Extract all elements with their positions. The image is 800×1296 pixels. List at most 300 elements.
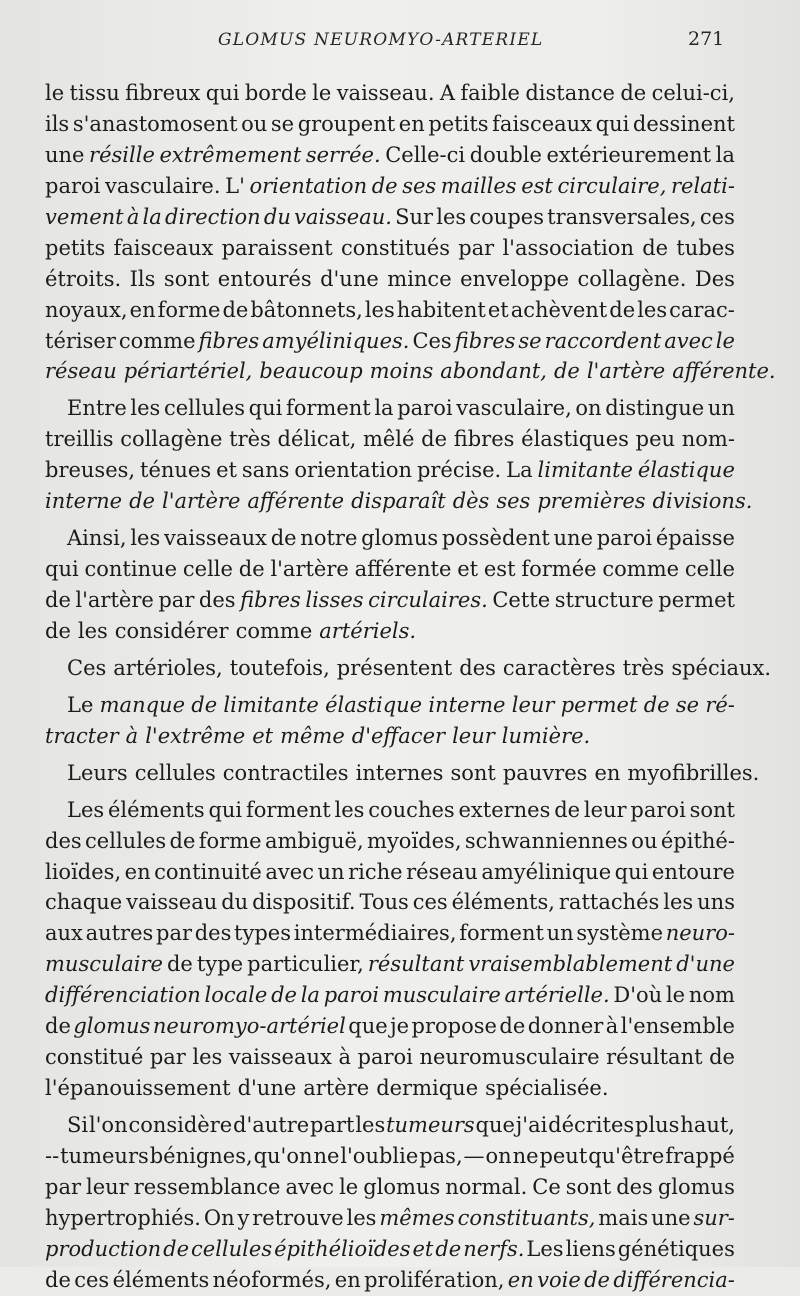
word: enveloppe — [460, 266, 570, 291]
word: comme — [235, 618, 313, 643]
word: vaisseau. — [294, 204, 392, 229]
text-line — [45, 140, 735, 171]
word: couches — [368, 797, 455, 822]
word: manque — [99, 692, 185, 717]
word: propose — [411, 1014, 497, 1039]
word: fibres — [454, 328, 516, 353]
text-line — [45, 1234, 735, 1265]
word: comme — [118, 328, 196, 353]
word: une — [45, 142, 85, 167]
word: bâtonnets, — [250, 297, 363, 322]
word: l'artère — [586, 359, 666, 384]
word: leur — [86, 1174, 129, 1199]
word: de — [191, 692, 218, 717]
word: interne — [428, 692, 506, 717]
text-line — [45, 1011, 735, 1042]
word: la — [715, 142, 735, 167]
word: résille — [89, 142, 155, 167]
word: à — [126, 204, 140, 229]
word: ne — [512, 1143, 539, 1168]
text-line — [45, 857, 735, 888]
text-line — [45, 486, 753, 517]
word: épithé- — [660, 828, 735, 853]
word: ces — [699, 204, 735, 229]
word: de — [166, 952, 193, 977]
word: avec — [285, 1174, 335, 1199]
text-line — [45, 887, 735, 918]
word: des — [459, 655, 496, 680]
word: abondant, — [440, 359, 547, 384]
word: lisses — [305, 588, 364, 612]
word: constitué — [45, 1045, 144, 1070]
word: l'on — [88, 1113, 128, 1137]
word: on — [485, 1143, 512, 1168]
word: A — [439, 81, 456, 105]
word: ressemblance — [133, 1174, 281, 1199]
word: sur- — [693, 1205, 735, 1230]
word: par — [156, 921, 193, 946]
word: éléments — [112, 1267, 210, 1292]
word: types — [234, 921, 291, 946]
word: moins — [369, 359, 434, 384]
word: distance — [525, 81, 615, 105]
word: intermédiaires, — [293, 921, 457, 946]
word: des — [198, 588, 236, 612]
word: d'une — [237, 1076, 297, 1101]
word: internes — [355, 760, 444, 785]
word: paroi — [323, 983, 380, 1008]
word: divisions. — [652, 489, 753, 514]
word: est — [521, 173, 553, 198]
word: par — [458, 235, 495, 260]
word: paroi — [397, 396, 453, 421]
text-line — [45, 1265, 735, 1296]
word: riche — [348, 859, 403, 884]
word: forment — [459, 921, 544, 946]
word: qui — [248, 396, 283, 421]
word: qu'on — [253, 1143, 313, 1168]
word: génétiques — [617, 1236, 735, 1261]
word: élastiques — [521, 427, 629, 452]
word: coupes — [469, 204, 544, 229]
word: bénignes, — [149, 1143, 253, 1168]
word: raccordent — [544, 328, 662, 353]
text-line — [45, 393, 735, 424]
word: pauvres — [502, 760, 588, 785]
word: neuro- — [665, 921, 735, 946]
word: de — [45, 618, 71, 643]
text-line — [45, 949, 735, 980]
word: qui — [205, 81, 240, 105]
word: à — [338, 1045, 351, 1070]
word: Ces — [412, 328, 452, 353]
word: nom- — [681, 427, 735, 452]
word: mailles — [440, 173, 517, 198]
word: Ces — [67, 655, 107, 680]
word: donner — [527, 1014, 604, 1039]
word: une — [651, 1205, 691, 1230]
word: sans — [241, 458, 290, 483]
word: constitués — [340, 235, 450, 260]
word: retrouve — [252, 1205, 344, 1230]
word: ils — [45, 111, 70, 136]
word: production — [45, 1236, 162, 1261]
word: vement — [45, 204, 124, 229]
text-line — [45, 918, 735, 949]
word: entourés — [217, 266, 312, 291]
word: vaisseau. — [336, 81, 435, 105]
word: vaisseau — [126, 890, 218, 915]
word: peu — [635, 427, 676, 452]
word: en — [594, 760, 621, 785]
word: de — [620, 81, 647, 105]
page-header — [0, 28, 800, 58]
word: les — [192, 1045, 223, 1070]
word: à — [605, 1014, 619, 1039]
word: Les — [526, 1236, 564, 1261]
word: la — [142, 204, 162, 229]
word: amyéliniques. — [262, 328, 410, 353]
word: le — [45, 81, 65, 105]
word: Ils — [129, 266, 156, 291]
word: D'où — [613, 983, 663, 1008]
body-text — [45, 78, 776, 1296]
word: glomus — [361, 526, 439, 551]
word: dispositif. — [252, 890, 356, 915]
word: orientation — [294, 458, 413, 483]
word: un — [546, 921, 574, 946]
word: celle — [182, 557, 233, 582]
word: autres — [85, 921, 154, 946]
word: et — [252, 723, 274, 748]
word: forment — [245, 797, 331, 822]
word: voie — [537, 1267, 581, 1292]
word: continuité — [154, 859, 262, 884]
word: sont — [689, 797, 735, 822]
word: comme — [602, 557, 680, 582]
word: tériser — [45, 328, 116, 353]
word: d'effacer — [351, 723, 446, 748]
word: nerfs. — [463, 1236, 525, 1261]
word: réseau — [45, 359, 117, 384]
word: contractiles — [222, 760, 349, 785]
word: dermique — [376, 1076, 479, 1101]
text-line — [45, 326, 735, 357]
word: ces — [412, 890, 448, 915]
word: constituants, — [457, 1205, 596, 1230]
word: de — [238, 557, 265, 582]
word: rattachés — [558, 890, 660, 915]
word: tumeurs — [60, 1143, 149, 1168]
word: premières — [537, 489, 646, 514]
word: j'ai — [515, 1113, 548, 1137]
text-line — [45, 109, 735, 140]
word: de — [222, 297, 249, 322]
word: des — [194, 921, 232, 946]
word: celui-ci, — [651, 81, 735, 105]
word: habitent — [396, 297, 486, 322]
word: serrée. — [305, 142, 381, 167]
word: les — [130, 396, 161, 421]
word: vasculaire. — [104, 173, 221, 198]
word: que — [348, 1014, 388, 1039]
word: relati- — [670, 173, 735, 198]
text-line — [45, 424, 735, 455]
word: de — [435, 1236, 462, 1261]
word: élastique — [325, 692, 423, 717]
word: extrêmement — [159, 142, 302, 167]
word: présentent — [336, 655, 453, 680]
word: ou — [241, 111, 268, 136]
word: leur — [583, 797, 627, 822]
word: Sur — [395, 204, 434, 229]
word: ambiguë, — [264, 828, 364, 853]
word: glomus — [657, 1174, 735, 1199]
word: je — [390, 1014, 410, 1039]
word: artérioles, — [113, 655, 223, 680]
word: d'autre — [233, 1113, 310, 1137]
word: forme — [198, 828, 262, 853]
word: différencia- — [613, 1267, 735, 1292]
word: une — [553, 526, 593, 551]
word: de — [163, 1236, 190, 1261]
word: uns — [697, 890, 735, 915]
word: spéciaux. — [671, 655, 772, 680]
word: les — [77, 618, 108, 643]
word: les — [334, 797, 365, 822]
word: artérielle. — [504, 983, 610, 1008]
word: lioïdes, — [45, 859, 122, 884]
word: mince — [387, 266, 452, 291]
text-line — [45, 78, 735, 109]
word: en — [124, 859, 151, 884]
word: la — [300, 983, 320, 1008]
word: se — [270, 111, 295, 136]
word: hypertrophiés. — [45, 1205, 201, 1230]
word: du — [263, 204, 291, 229]
word: Si — [67, 1113, 89, 1137]
word: et — [487, 297, 509, 322]
word: plus — [635, 1113, 680, 1137]
text-line — [45, 202, 735, 233]
text-line — [45, 455, 735, 486]
text-line — [45, 295, 735, 326]
word: Ainsi, — [67, 526, 127, 551]
word: avec — [664, 328, 713, 353]
word: par — [149, 1045, 186, 1070]
word: de — [45, 1014, 71, 1039]
text-line — [45, 1141, 735, 1172]
running-title: GLOMUS NEUROMYO-ARTERIEL — [218, 30, 544, 50]
word: externes — [458, 797, 551, 822]
text-line — [45, 1172, 735, 1203]
word: fibres — [453, 427, 515, 452]
word: par — [158, 588, 195, 612]
word: système — [576, 921, 664, 946]
word: formée — [521, 557, 597, 582]
word: caractères — [502, 655, 616, 680]
word: lumière. — [501, 723, 591, 748]
word: ces — [74, 1267, 110, 1292]
text-line — [45, 585, 735, 616]
word: cellules — [163, 396, 246, 421]
word: la — [374, 396, 394, 421]
word: achèvent — [510, 297, 608, 322]
word: les — [436, 204, 467, 229]
word: épaisse — [655, 526, 735, 551]
text-line — [45, 1073, 735, 1104]
word: de — [45, 1267, 71, 1292]
word: forment — [285, 396, 371, 421]
word: L' — [225, 173, 245, 198]
text-line — [45, 758, 760, 789]
word: de — [371, 173, 398, 198]
word: de — [642, 235, 669, 260]
word: par — [45, 1174, 82, 1199]
word: normal. — [445, 1174, 528, 1199]
word: spécialisée. — [485, 1076, 609, 1101]
word: neuromyo-artériel — [152, 1014, 346, 1039]
word: résultant — [606, 1045, 703, 1070]
word: de — [129, 489, 155, 514]
word: élastique — [637, 458, 735, 483]
word: entoure — [651, 859, 735, 884]
word: éléments, — [451, 890, 555, 915]
word: faisceaux — [492, 111, 593, 136]
word: l'ensemble — [620, 1014, 735, 1039]
word: paroi — [45, 173, 101, 198]
word: direction — [165, 204, 261, 229]
word: interne — [45, 489, 123, 514]
word: fibreux — [125, 81, 201, 105]
word: artère — [303, 1076, 370, 1101]
word: le — [339, 1174, 359, 1199]
word: de — [553, 359, 580, 384]
word: se — [675, 692, 700, 717]
word: collagène. — [577, 266, 687, 291]
word: le — [665, 983, 686, 1008]
word: afférente — [247, 489, 345, 514]
word: leur — [452, 723, 495, 748]
word: beaucoup — [259, 359, 363, 384]
word: qui — [614, 859, 649, 884]
word: de — [609, 297, 636, 322]
word: carac- — [669, 297, 735, 322]
word: de — [169, 828, 196, 853]
word: type — [196, 952, 244, 977]
word: paroi — [630, 797, 686, 822]
word: amyélinique — [481, 859, 612, 884]
word: réseau — [406, 859, 478, 884]
word: cellules — [191, 1236, 273, 1261]
word: les — [663, 890, 694, 915]
word: étroits. — [45, 266, 122, 291]
word: est — [483, 557, 516, 582]
word: un — [317, 859, 345, 884]
word: prolifération, — [364, 1267, 505, 1292]
word: aux — [45, 921, 83, 946]
word: les — [355, 1113, 386, 1137]
word: limitante — [537, 458, 633, 483]
word: part — [310, 1113, 355, 1137]
word: tissu — [69, 81, 120, 105]
word: de — [270, 526, 297, 551]
word: pas, — [419, 1143, 463, 1168]
word: s'anastomosent — [72, 111, 238, 136]
word: peut — [539, 1143, 588, 1168]
word: Celle-ci — [385, 142, 466, 167]
word: mais — [598, 1205, 649, 1230]
word: le — [715, 328, 735, 353]
text-line — [45, 171, 735, 202]
word: permet — [658, 588, 735, 612]
word: en — [507, 1267, 534, 1292]
word: Entre — [67, 396, 127, 421]
word: On — [203, 1205, 235, 1230]
word: l'association — [502, 235, 634, 260]
text-line — [45, 356, 776, 387]
text-line — [45, 1042, 735, 1073]
word: extérieurement — [546, 142, 712, 167]
word: breuses, — [45, 458, 136, 483]
word: vaisseaux — [228, 1045, 332, 1070]
page-number: 271 — [688, 28, 725, 50]
word: toutefois, — [229, 655, 330, 680]
word: les — [346, 1205, 377, 1230]
text-line — [45, 1203, 735, 1234]
word: l'extrême — [145, 723, 246, 748]
word: ou — [631, 828, 658, 853]
word: afférente — [354, 557, 452, 582]
word: tumeurs — [386, 1113, 475, 1137]
text-line — [45, 523, 735, 554]
word: dessinent — [632, 111, 735, 136]
word: cellules — [134, 760, 216, 785]
word: afférente. — [672, 359, 776, 384]
word: fibres — [198, 328, 260, 353]
word: fibres — [240, 588, 301, 612]
word: très — [622, 655, 665, 680]
word: structure — [554, 588, 654, 612]
word: en — [334, 1267, 361, 1292]
word: double — [469, 142, 542, 167]
word: avec — [265, 859, 314, 884]
word: myoïdes, — [367, 828, 462, 853]
word: tracter — [45, 723, 119, 748]
word: de — [45, 588, 71, 612]
word: d'une — [320, 266, 379, 291]
word: vaisseaux — [163, 526, 267, 551]
word: faible — [460, 81, 520, 105]
word: on — [575, 396, 602, 421]
word: permet — [560, 692, 638, 717]
word: paroi — [596, 526, 653, 551]
word: Les — [67, 797, 105, 822]
word: Ce — [532, 1174, 561, 1199]
word: groupent — [297, 111, 396, 136]
word: neuromusculaire — [419, 1045, 600, 1070]
word: de — [584, 1267, 610, 1292]
word: cellules — [85, 828, 167, 853]
word: artériels. — [319, 618, 417, 643]
word: les — [637, 297, 668, 322]
word: qui — [208, 797, 243, 822]
word: Le — [67, 692, 94, 717]
word: sont — [565, 1174, 612, 1199]
word: en — [398, 111, 425, 136]
word: différenciation — [45, 983, 201, 1008]
word: qu'être — [588, 1143, 665, 1168]
